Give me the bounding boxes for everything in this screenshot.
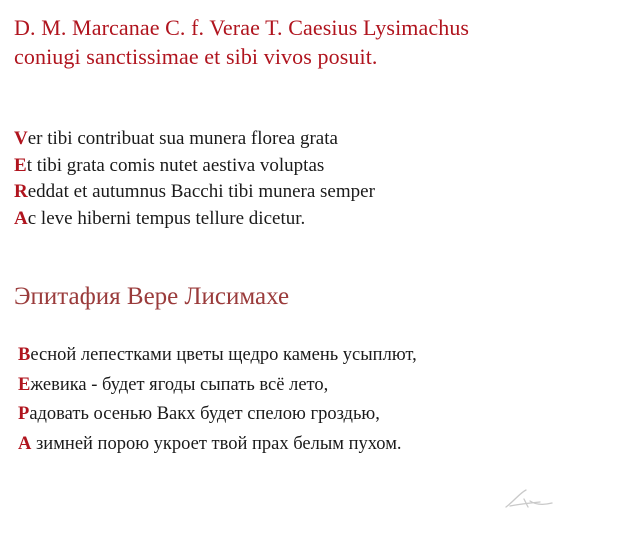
latin-poem-line-4 <box>14 206 375 233</box>
acrostic-initial: A <box>14 207 28 229</box>
latin-line-text: eddat et autumnus Bacchi tibi munera semper <box>27 181 375 202</box>
russian-line-text: зимней порою укроет твой прах белым пухом. <box>31 433 402 454</box>
latin-poem-line-2 <box>14 153 375 180</box>
latin-poem <box>14 126 375 232</box>
russian-poem <box>18 341 417 459</box>
acrostic-initial: А <box>18 433 32 454</box>
acrostic-initial: Р <box>18 404 30 424</box>
acrostic-initial: V <box>14 128 28 149</box>
header-line-2: coniugi sanctissimae et sibi vivos posuit. <box>14 44 378 69</box>
russian-line-text: жевика - будет ягоды сыпать всё лето, <box>30 374 329 395</box>
inscription-header <box>14 13 469 71</box>
acrostic-initial: E <box>14 154 27 176</box>
russian-poem-line-1 <box>18 341 417 371</box>
latin-line-text: t tibi grata comis nutet aestiva voluptas <box>26 154 325 176</box>
russian-poem-line-2 <box>18 371 417 401</box>
latin-poem-line-1 <box>14 126 375 153</box>
russian-line-text: есной лепестками цветы щедро камень усыплют, <box>30 345 417 365</box>
russian-title: Эпитафия Вере Лисимахе <box>14 283 290 310</box>
latin-line-text: er tibi contribuat sua munera florea grata <box>27 128 338 149</box>
russian-poem-line-3 <box>18 400 417 430</box>
russian-poem-line-4 <box>18 430 417 460</box>
header-line-1: D. M. Marcanae C. f. Verae T. Caesius Lysimachus <box>14 15 470 40</box>
latin-line-text: c leve hiberni tempus tellure dicetur. <box>27 207 306 229</box>
acrostic-initial: Е <box>18 374 31 395</box>
latin-poem-line-3 <box>14 179 375 206</box>
signature-icon <box>500 485 560 515</box>
acrostic-initial: R <box>14 181 28 202</box>
acrostic-initial: В <box>18 345 31 365</box>
russian-line-text: адовать осенью Вакх будет спелою гроздью, <box>29 404 380 424</box>
